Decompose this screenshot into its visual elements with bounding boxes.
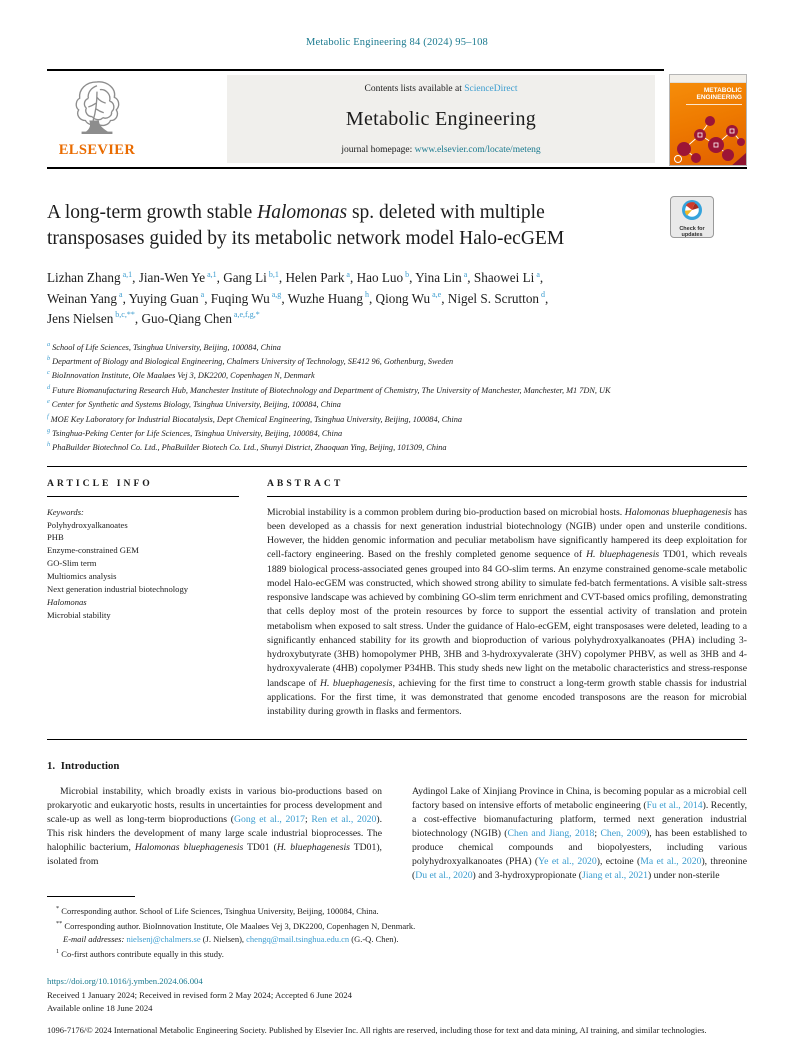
email-footnote: E-mail addresses: nielsenj@chalmers.se (J. Nielsen), chengq@mail.tsinghua.edu.cn (G.-Q. Chen).	[63, 934, 399, 945]
citation-link[interactable]: Jiang et al., 2021	[582, 870, 648, 882]
keyword: PHB	[47, 532, 64, 543]
received-dates: Received 1 January 2024; Received in revised form 2 May 2024; Accepted 6 June 2024	[47, 989, 352, 1000]
journal-title: Metabolic Engineering	[345, 108, 537, 130]
keyword: Polyhydroxyalkanoates	[47, 519, 128, 530]
author: Fuqing Wu $^{a,g}$,	[210, 290, 288, 306]
affiliation: $^e$ Center for Synthetic and Systems Biology, Tsinghua University, Beijing, 100084, China	[47, 398, 341, 409]
citation-link[interactable]: Fu et al., 2014	[646, 800, 703, 812]
elsevier-logo	[51, 78, 143, 159]
introduction-columns	[47, 785, 747, 883]
intro-left-column: Microbial instability, which broadly exists in various bio-productions based on prokaryotic and eukaryotic hosts, results in uncertainties for process development and scale-up as well as long-term bioproductions (Gong et al., 2017; Ren et al., 2020). This risk hinders the development of many large scale industrial bioprocesses. The halophilic bacterium, Halomonas bluephagenesis TD01 (H. bluephagenesis TD01), isolated from	[47, 786, 383, 868]
article-title: A long-term growth stable Halomonas sp. deleted with multiple transposases guided by its metabolic network model Halo-ecGEM	[47, 202, 565, 249]
author: Wuzhe Huang $^h$,	[287, 290, 376, 306]
co-first-author-footnote: $^1$ Co-first authors contribute equally in this study.	[56, 948, 224, 959]
citation-link[interactable]: Ren et al., 2020	[311, 814, 377, 826]
citation-link[interactable]: Chen and Jiang, 2018	[507, 828, 595, 840]
citation-link[interactable]: Gong et al., 2017	[234, 814, 305, 826]
cover-journal-title: METABOLIC ENGINEERING	[696, 87, 742, 102]
article-info-abstract-block	[47, 466, 747, 741]
available-online: Available online 18 June 2024	[47, 1002, 153, 1013]
corresponding-author-footnote: ** Corresponding author. BioInnovation Institute, Ole Maaløes Vej 3, DK2200, Copenhagen N, Denmark.	[56, 919, 416, 931]
cover-art	[670, 83, 746, 166]
author: Lizhan Zhang $^{a,1}$,	[47, 270, 139, 286]
footnote-divider	[47, 896, 135, 897]
affiliation-list	[47, 340, 747, 455]
author: Guo-Qiang Chen $^{a,e,f,g,*}$	[141, 310, 260, 326]
copyright-line: 1096-7176/© 2024 International Metabolic Engineering Society. Published by Elsevier Inc. All rights are reserved, including those for text and data mining, AI training, and similar technologies.	[47, 1024, 707, 1035]
crossmark-label: Check for updates	[679, 226, 705, 239]
abstract-column	[267, 478, 747, 720]
author: Shaowei Li $^a$,	[473, 270, 544, 286]
article-info-column	[47, 478, 239, 720]
elsevier-wordmark: ELSEVIER	[58, 142, 136, 158]
sciencedirect-link[interactable]: ScienceDirect	[464, 84, 518, 94]
author: Gang Li $^{b,1}$,	[223, 270, 286, 286]
section-heading-introduction: 1. Introduction	[47, 760, 120, 773]
keyword: Multiomics analysis	[47, 571, 117, 582]
author: Yina Lin $^a$,	[415, 270, 474, 286]
journal-homepage-link[interactable]: www.elsevier.com/locate/meteng	[414, 145, 541, 155]
article-info-rule	[47, 496, 239, 497]
author: Jens Nielsen $^{b,c,**}$,	[47, 310, 142, 326]
journal-citation-header: Metabolic Engineering 84 (2024) 95–108	[306, 37, 488, 48]
citation-link[interactable]: Chen, 2009	[600, 828, 647, 840]
affiliation: $^c$ BioInnovation Institute, Ole Maaløes Vej 3, DK2200, Copenhagen N, Denmark	[47, 369, 315, 381]
masthead-bottom-rule	[47, 167, 747, 169]
author-list	[47, 268, 695, 328]
author: Weinan Yang $^a$,	[47, 290, 129, 306]
homepage-line	[227, 145, 655, 155]
keyword: Microbial stability	[47, 609, 111, 620]
cover-corner-accent	[730, 153, 746, 166]
citation-link[interactable]: Ye et al., 2020	[538, 856, 597, 868]
abstract-heading: ABSTRACT	[267, 477, 344, 489]
citation-link[interactable]: Du et al., 2020	[415, 870, 473, 882]
crossmark-badge[interactable]	[670, 196, 714, 238]
contents-line	[227, 84, 655, 94]
keyword: Halomonas	[47, 596, 87, 607]
author: Jian-Wen Ye $^{a,1}$,	[138, 270, 224, 286]
author: Helen Park $^a$,	[285, 270, 357, 286]
keyword: Next generation industrial biotechnology	[47, 584, 189, 594]
article-footer	[47, 975, 747, 1036]
author: Yuying Guan $^a$,	[128, 290, 211, 306]
keyword: GO-Slim term	[47, 558, 97, 569]
email-link-nielsen[interactable]: nielsenj@chalmers.se	[126, 934, 201, 945]
abstract-text: Microbial instability is a common problem during bio-production based on microbial hosts. Halomonas bluephagenesis has been developed as a chassis for next generation industrial biotechnology (NGIB) under open and unsterile conditions. However, the hidden genomic information and peculiar metabolism have significantly hampered its deep exploitation for cell-factory engineering. Based on the freshly completed genome sequence of H. bluephagenesis TD01, which reveals 1889 biological process-associated genes grouped into 84 GO-slim terms. An enzyme constrained genome-scale metabolic model Halo-ecGEM was constructed, which showed strong ability to simulate fed-batch fermentations. A visible salt-stress responsive landscape was achieved by combining GO-slim term enrichment and CVT-based omics profiling, demonstrating that cells deploy most of the protein resources by force to support the essential activity of translation and protein metabolism when exposed to salt stress. Under the guidance of Halo-ecGEM, eight transposases were deleted, leading to a significantly enhanced stability for its growth and bioproduction of various polyhydroxyalkanoates (PHA) including 3-hydroxybutyrate (3HB) homopolymer PHB, 3HB and 3-hydroxyvalerate (3HV) copolymer PHBV, as well as 3HB and 4-hydroxyvalerate (4HB) copolymer P34HB. This study sheds new light on the metabolic characteristics and stress-response landscape of H. bluephagenesis, achieving for the first time to construct a long-term growth stable chassis for industrial applications. For the first time, it was demonstrated that genome encoded transposons are the reason for microbial instability during growth in flasks and fermentors.	[267, 506, 748, 718]
journal-banner	[227, 75, 655, 163]
footnotes	[47, 904, 747, 962]
email-link-chen[interactable]: chengq@mail.tsinghua.edu.cn	[246, 934, 350, 945]
affiliation: $^b$ Department of Biology and Biological Engineering, Chalmers University of Technology, SE412 96, Gothenburg, Sweden	[47, 355, 454, 366]
affiliation: $^g$ Tsinghua-Peking Center for Life Sciences, Tsinghua University, Beijing, 100084, China	[47, 426, 343, 438]
keywords-label: Keywords:	[47, 506, 84, 517]
cover-subtitle-rule	[686, 104, 742, 105]
elsevier-tree-icon	[70, 78, 124, 136]
keyword: Enzyme-constrained GEM	[47, 545, 139, 556]
author: Hao Luo $^b$,	[356, 270, 416, 286]
affiliation: $^a$ School of Life Sciences, Tsinghua University, Beijing, 100084, China	[47, 340, 281, 352]
affiliation: $^d$ Future Biomanufacturing Research Hub, Manchester Institute of Biotechnology and Department of Chemistry, The University of Manchester, Manchester, M1 7DN, UK	[47, 383, 611, 395]
journal-masthead	[47, 69, 747, 169]
intro-right-column: Aydingol Lake of Xinjiang Province in China, is becoming popular as a microbial cell factory based on intensive efforts of metabolic engineering (Fu et al., 2014). Recently, a cost-effective biomanufacturing platform, termed next generation industrial biotechnology (NGIB) (Chen and Jiang, 2018; Chen, 2009), has been established to produce chemical compounds and biopolyesters, including various polyhydroxyalkanoates (PHA) (Ye et al., 2020), ectoine (Ma et al., 2020), threonine (Du et al., 2020) and 3-hydroxypropionate (Jiang et al., 2021) under non-sterile	[412, 786, 748, 882]
affiliation: $^f$ MOE Key Laboratory for Industrial Biocatalysis, Dept Chemical Engineering, Tsinghua University, Beijing, 100084, China	[47, 412, 463, 424]
citation-link[interactable]: Ma et al., 2020	[640, 856, 702, 868]
abstract-rule	[267, 496, 747, 497]
homepage-prefix: journal homepage:	[341, 145, 415, 155]
doi-link[interactable]: https://doi.org/10.1016/j.ymben.2024.06.004	[47, 975, 203, 986]
contents-prefix: Contents lists available at	[364, 84, 465, 94]
crossmark-icon	[681, 199, 703, 221]
cover-top-strip	[670, 75, 746, 83]
author: Nigel S. Scrutton $^d$,	[447, 290, 549, 306]
article-info-heading: ARTICLE INFO	[47, 477, 153, 489]
affiliation: $^h$ PhaBuilder Biotechnol Co. Ltd., PhaBuilder Biotech Co. Ltd., Shunyi District, Zhaoquan Ying, Beijing, 101309, China	[47, 441, 447, 453]
corresponding-author-footnote: * Corresponding author. School of Life Sciences, Tsinghua University, Beijing, 100084, China.	[56, 905, 379, 917]
author: Qiong Wu $^{a,e}$,	[375, 290, 448, 306]
journal-cover-thumbnail	[669, 74, 747, 166]
